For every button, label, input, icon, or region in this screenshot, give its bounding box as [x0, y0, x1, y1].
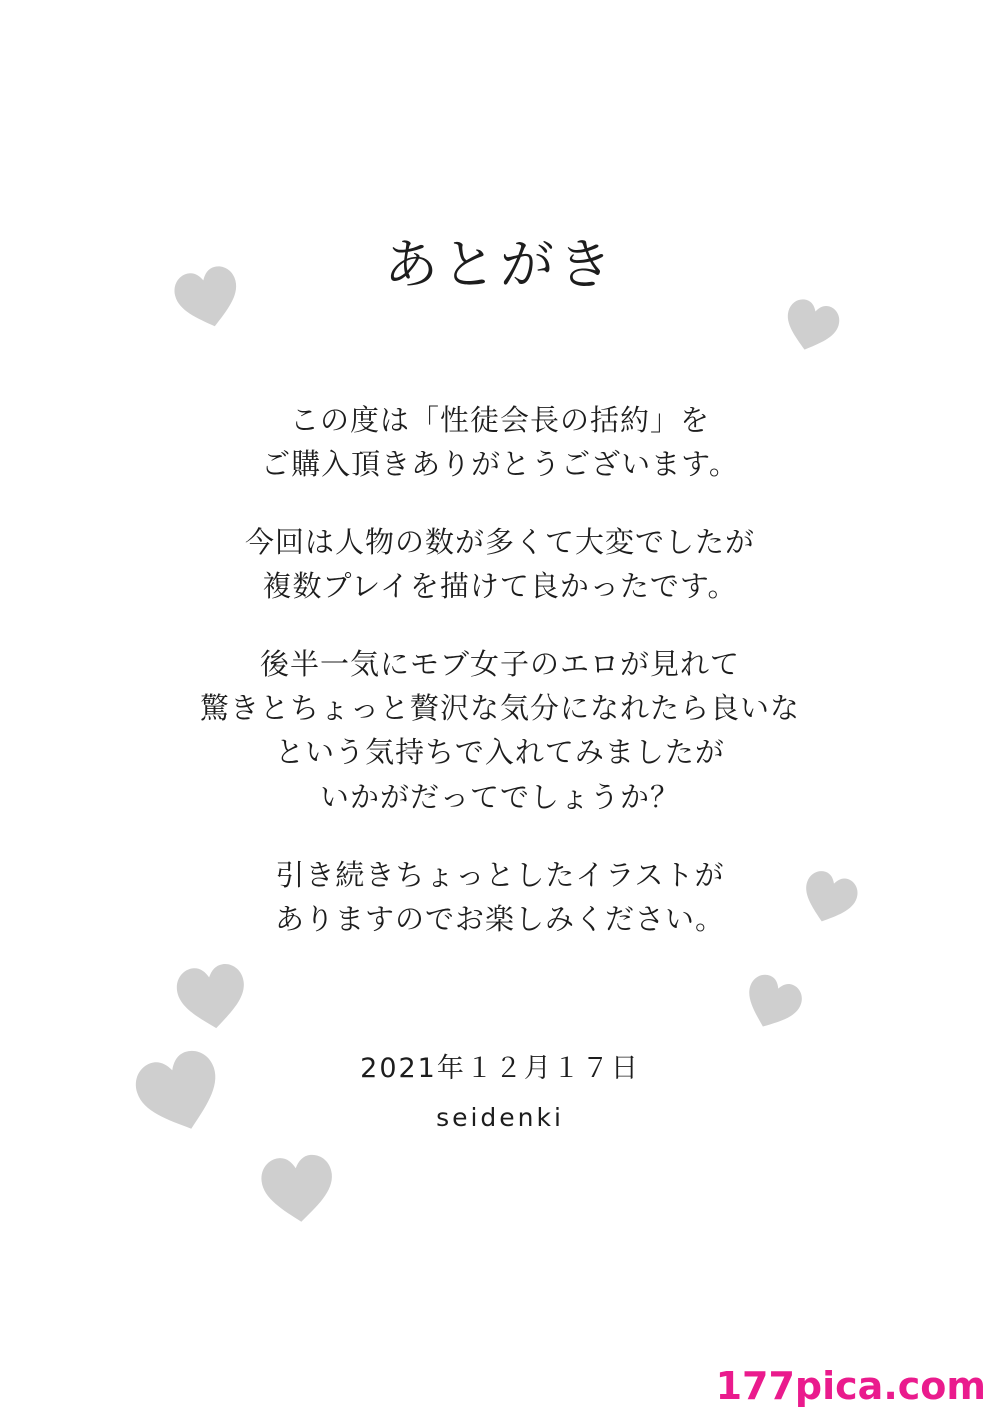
- heart-lower-right-icon: [730, 962, 813, 1045]
- heart-top-right-icon: [773, 289, 850, 366]
- text-line: いかがだってでしょうか？: [319, 779, 680, 814]
- text-line: 驚きとちょっと贅沢な気分になれたら良いな: [199, 691, 800, 726]
- site-watermark: 177pica.com: [715, 1364, 986, 1408]
- signature-author: seidenki: [436, 1103, 564, 1132]
- text-line: 今回は人物の数が多くて大変でしたが: [244, 525, 755, 560]
- text-line: ご購入頂きありがとうございます。: [261, 447, 739, 482]
- signature-block: [0, 1046, 1000, 1132]
- text-line: という気持ちで入れてみましたが: [275, 735, 725, 770]
- paragraph-thanks: [0, 398, 1000, 486]
- page-title: あとがき: [384, 233, 616, 296]
- text-line: 引き続きちょっとしたイラストが: [275, 857, 725, 892]
- text-line: ありますのでお楽しみください。: [274, 901, 725, 936]
- paragraph-closing-note: [0, 853, 1000, 941]
- signature-date: 2021年１２月１７日: [360, 1053, 640, 1084]
- paragraph-production-note: [0, 520, 1000, 608]
- text-line: 後半一気にモブ女子のエロが見れて: [259, 647, 740, 682]
- afterword-body: [0, 398, 1000, 941]
- text-line: この度は「性徒会長の括約」を: [289, 403, 710, 437]
- heart-bottom-left-icon: [252, 1144, 344, 1236]
- text-line: 複数プレイを描けて良かったです。: [262, 569, 738, 604]
- paragraph-second-half-note: [0, 642, 1000, 818]
- heart-lower-left-a-icon: [167, 953, 257, 1043]
